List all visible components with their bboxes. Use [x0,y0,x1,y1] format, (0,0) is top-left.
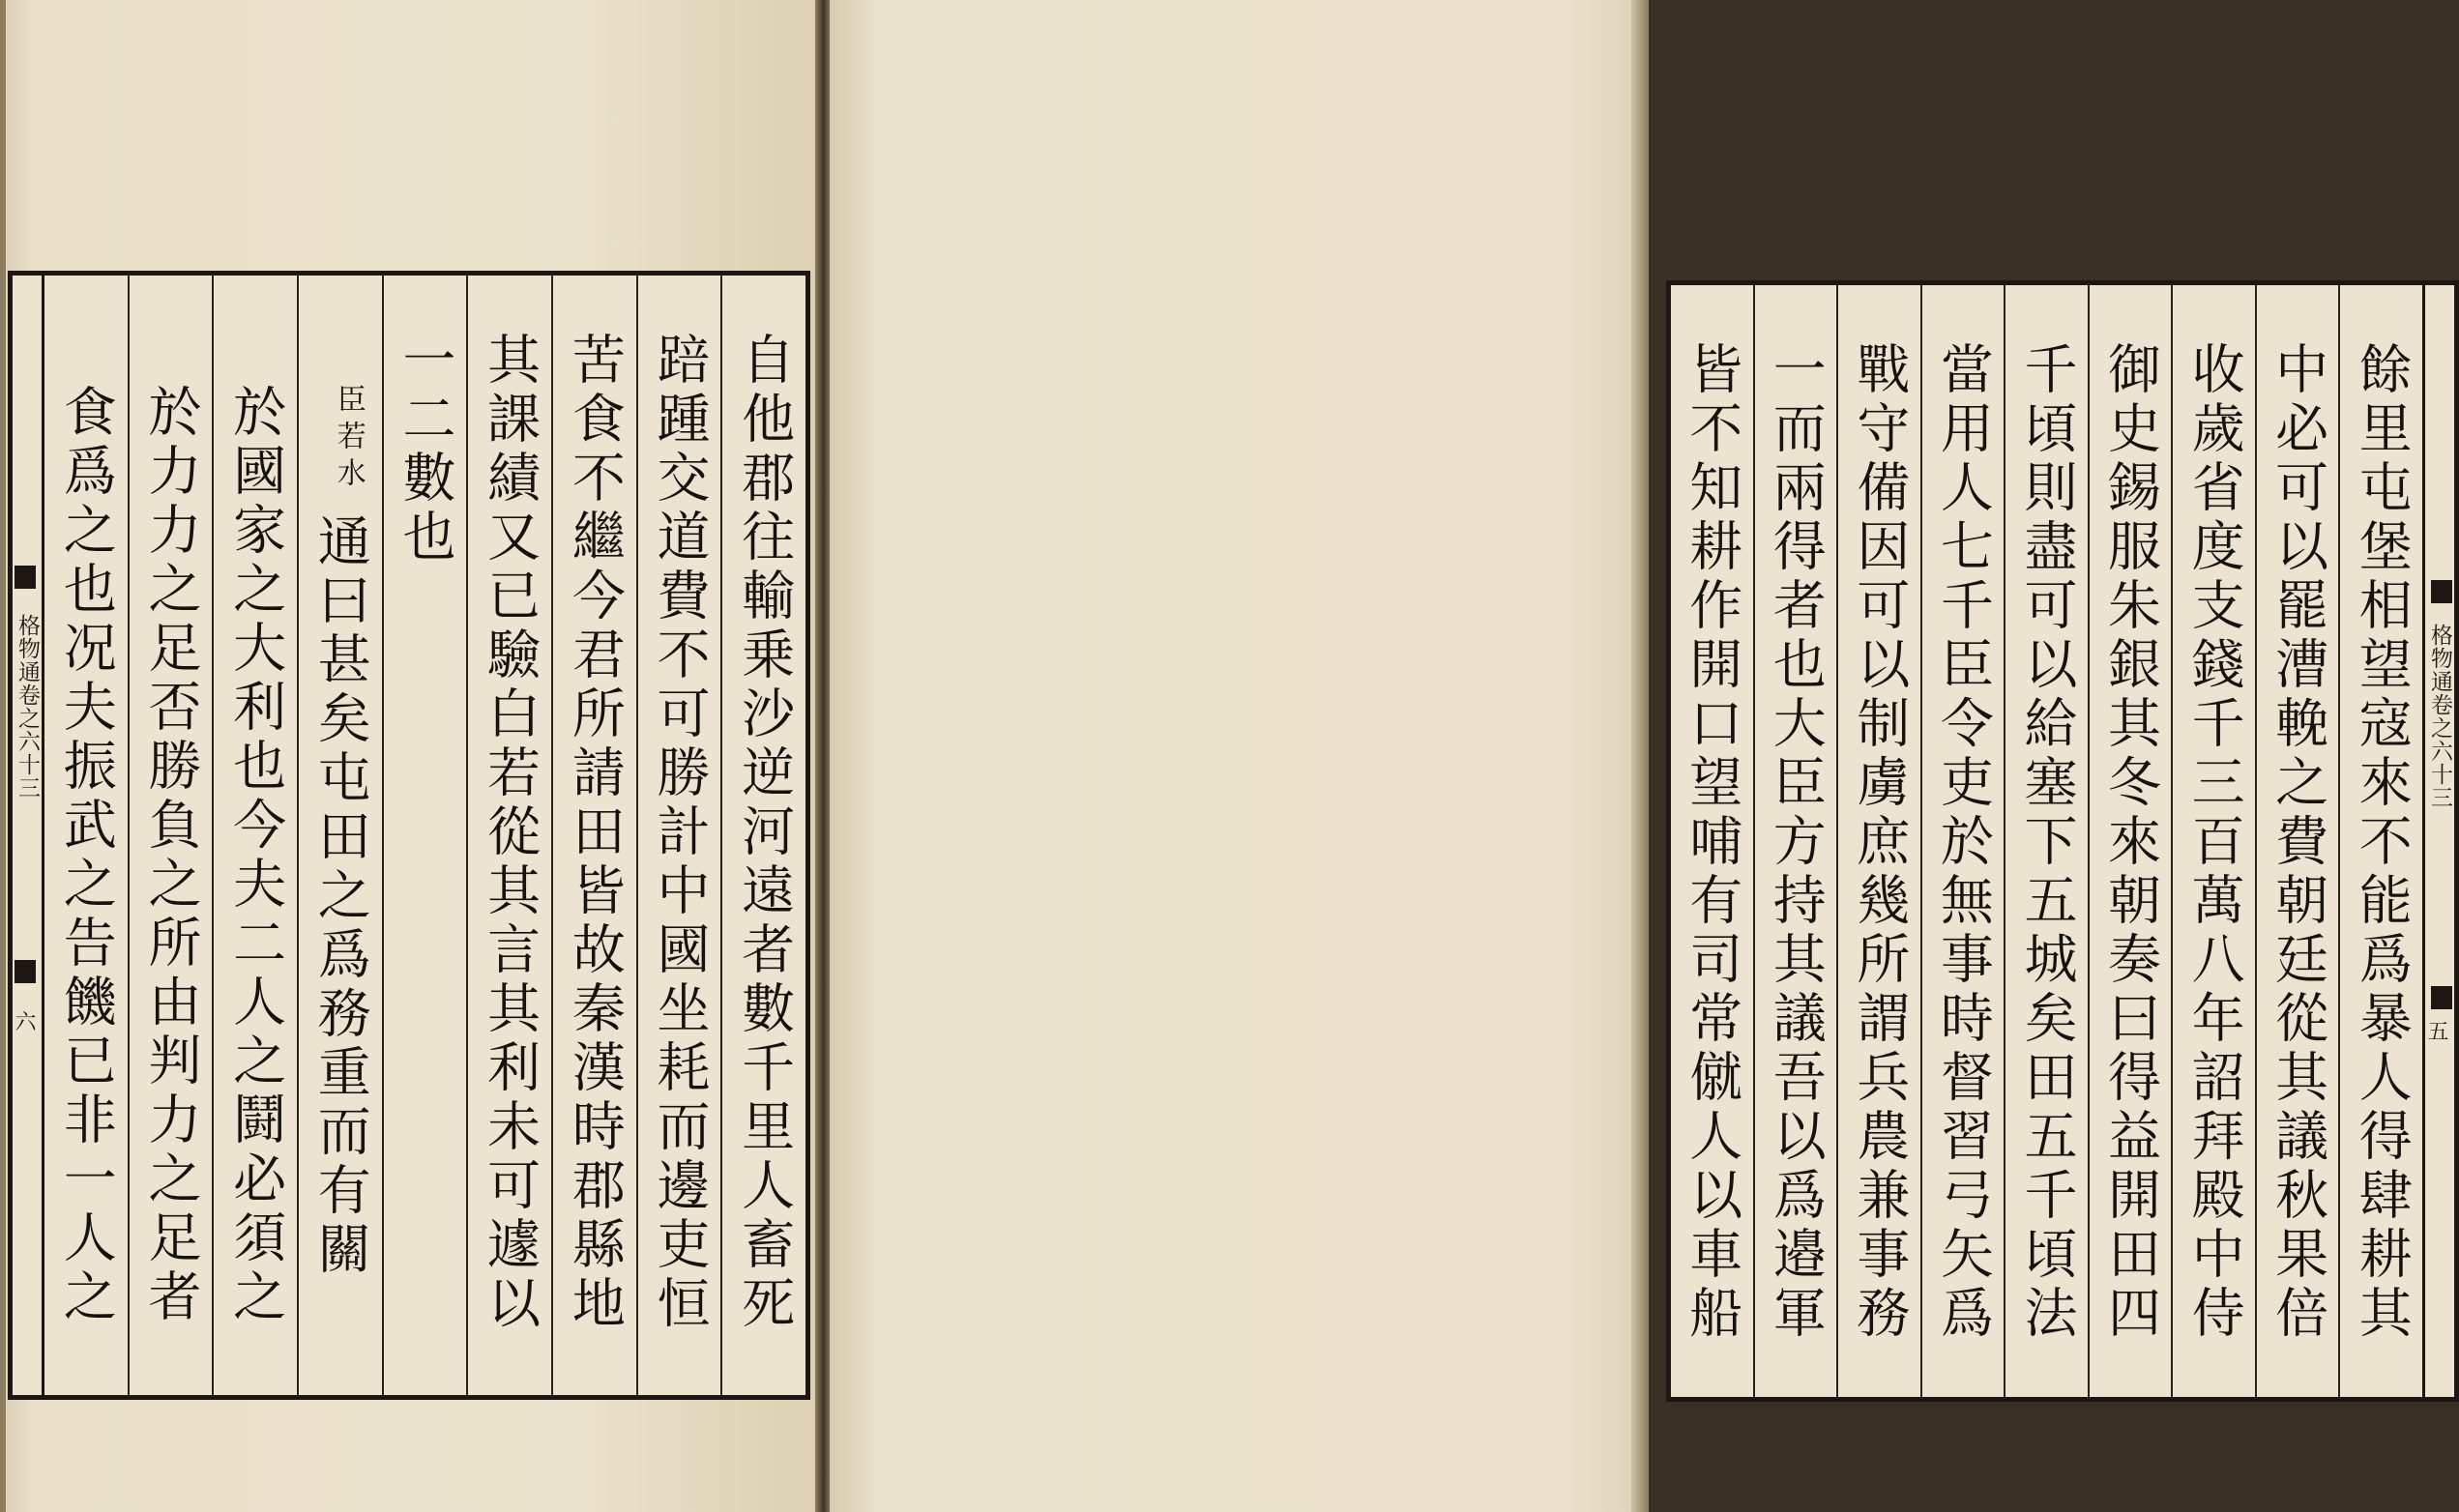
left-page-number: 六 [12,1010,36,1032]
left-page-edge [0,0,6,1512]
right-column-7: 戰守備因可以制虜庶幾所謂兵農兼事務 [1836,285,1920,1397]
right-column-2: 中必可以罷漕輓之費朝廷從其議秋果倍 [2255,285,2339,1397]
right-print-frame [1666,280,2459,1402]
fishtail-mark-lower [15,960,36,983]
left-column-5: 一二數也 [382,276,467,1395]
left-spine-column [13,276,44,1395]
commentary-text: 通曰甚矣屯田之爲務重而有關 [308,513,371,1280]
fishtail-mark-upper [15,566,36,589]
right-column-5: 千頃則盡可以給塞下五城矣田五千頃法 [2004,285,2088,1397]
left-column-6 [297,276,382,1395]
right-spine-title: 格物通卷之六十三 [2427,624,2452,809]
left-column-2: 踣踵交道費不可勝計中國坐耗而邊吏恒 [636,276,721,1395]
fishtail-mark-lower [2431,986,2452,1009]
left-column-1: 自他郡往輸乗沙逆河遠者數千里人畜死 [720,276,805,1395]
left-column-3: 苦食不繼今君所請田皆故秦漢時郡縣地 [551,276,636,1395]
commentator-name: 臣若水 [331,384,366,494]
left-column-9: 食爲之也况夫振武之告饑已非一人之 [54,384,117,1327]
right-column-4: 御史錫服朱銀其冬來朝奏曰得益開田四 [2088,285,2172,1397]
left-text-columns [44,276,805,1395]
left-column-4: 其課績又已驗白若從其言其利未可遽以 [466,276,551,1395]
commentary-column [308,384,371,1280]
right-column-8: 一而兩得者也大臣方持其議吾以爲邉軍 [1753,285,1837,1397]
right-column-6: 當用人七千臣令吏於無事時督習弓矢爲 [1920,285,2005,1397]
left-page [0,0,817,1512]
left-spine-title: 格物通卷之六十三 [15,614,40,800]
left-print-frame [8,271,810,1400]
left-column-8: 於力力之足否勝負之所由判力之足者 [128,276,213,1395]
left-column-7: 於國家之大利也今夫二人之鬪必須之 [212,276,297,1395]
fishtail-mark-upper [2431,580,2452,603]
right-spine-column [2422,285,2454,1397]
right-column-9: 皆不知耕作開口望哺有司常僦人以車船 [1681,341,1743,1344]
right-column-1: 餘里屯堡相望寇來不能爲暴人得肆耕其 [2338,285,2422,1397]
right-page [830,0,2452,1512]
right-column-3: 收歲省度支錢千三百萬八年詔拜殿中侍 [2171,285,2255,1397]
right-text-columns [1671,285,2422,1397]
right-page-number: 五 [2424,1020,2448,1041]
right-page-edge [1631,0,1649,1512]
